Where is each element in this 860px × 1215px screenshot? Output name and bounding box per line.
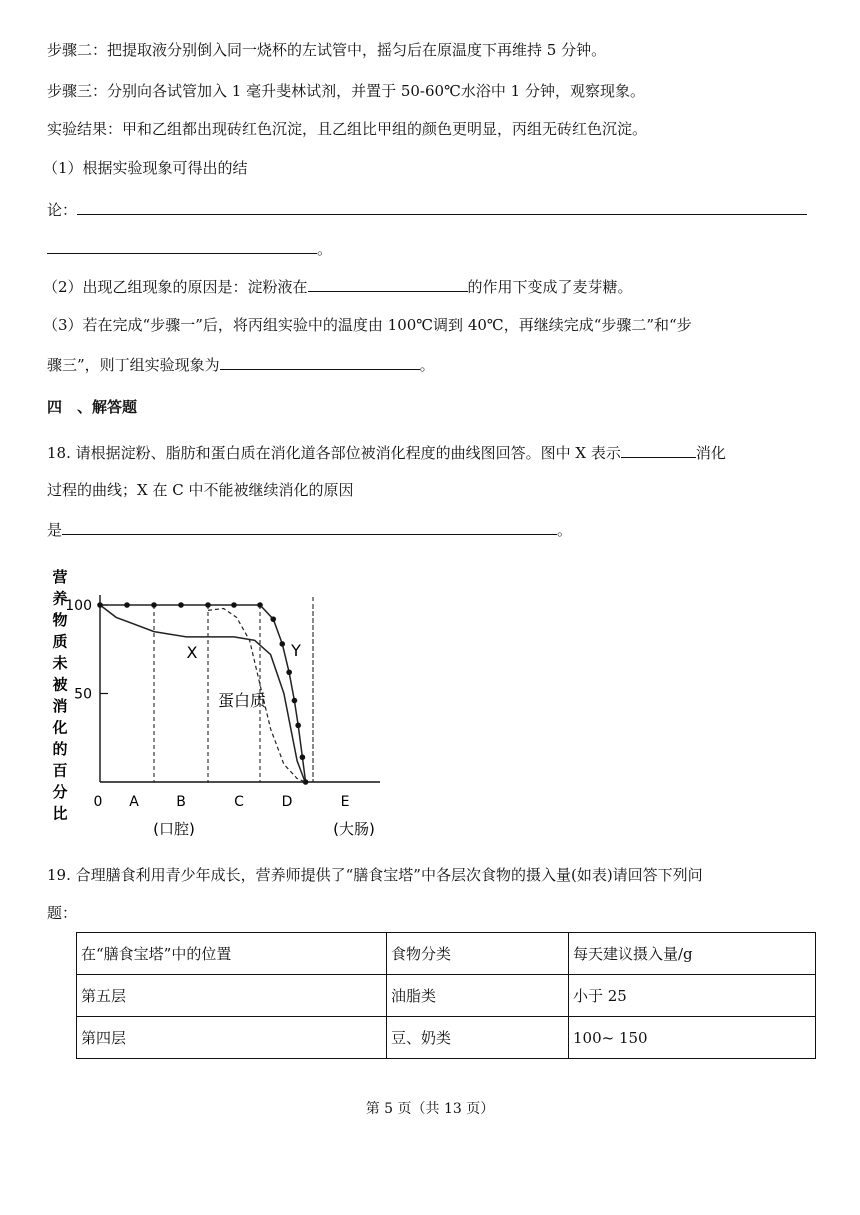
q19-text-b: 题： — [47, 904, 78, 922]
y-axis-label: 营养物质未被消化的百分比 — [52, 568, 68, 823]
series-point — [97, 602, 103, 608]
q3-period: 。 — [419, 356, 435, 374]
table-header-cell: 食物分类 — [387, 933, 569, 975]
q1-text: （1）根据实验现象可得出的结 — [43, 159, 248, 177]
series-point — [151, 602, 157, 608]
q2-text-a: （2）出现乙组现象的原因是：淀粉液在 — [43, 278, 308, 296]
annotation-protein: 蛋白质 — [217, 691, 267, 710]
series-point — [124, 602, 130, 608]
x-tick-label: E — [340, 794, 350, 810]
x-tick-label: B — [176, 794, 186, 810]
q18-line1 — [47, 441, 726, 463]
section-heading: 四 、解答题 — [47, 398, 138, 416]
series-point — [286, 669, 292, 675]
table-row — [77, 1017, 816, 1059]
series-point — [231, 602, 237, 608]
y-tick-label: 100 — [65, 598, 92, 614]
step2-text: 步骤二：把提取液分别倒入同一烧杯的左试管中，摇匀后在原温度下再维持 5 分钟。 — [47, 41, 607, 59]
series-point — [295, 723, 301, 729]
q18-text-a: 18. 请根据淀粉、脂肪和蛋白质在消化道各部位被消化程度的曲线图回答。图中 X 表示 — [47, 444, 621, 462]
x-note-large-intestine: (大肠) — [333, 820, 375, 838]
series-line-solid — [100, 605, 305, 782]
digestion-chart — [40, 560, 400, 845]
x-tick-label: A — [129, 794, 139, 810]
q2-answer-blank[interactable] — [308, 275, 468, 292]
q1-line2 — [47, 237, 332, 259]
q18-text-c: 是 — [47, 521, 63, 539]
q19-text: 19. 合理膳食利用青少年成长，营养师提供了“膳食宝塔”中各层次食物的摄入量(如表)请回答下列问 — [47, 866, 703, 884]
q18-period: 。 — [557, 521, 573, 539]
table-cell: 第四层 — [77, 1017, 387, 1059]
series-point — [257, 602, 263, 608]
series-point — [270, 616, 276, 622]
table-header-row — [77, 933, 816, 975]
series-point — [300, 754, 306, 760]
x-tick-label: D — [281, 794, 293, 810]
q2-text-b: 的作用下变成了麦芽糖。 — [467, 278, 633, 296]
q3-answer-blank[interactable] — [220, 353, 420, 370]
q18-answer-blank-1[interactable] — [621, 441, 696, 458]
q3-line2 — [47, 353, 435, 375]
food-table — [76, 932, 816, 1059]
q1-period: 。 — [317, 240, 333, 258]
q18-answer-blank-2[interactable] — [62, 518, 557, 535]
table-header-cell: 每天建议摄入量/g — [569, 933, 816, 975]
x-note-mouth: (口腔) — [153, 820, 195, 838]
table-cell: 100~ 150 — [569, 1017, 816, 1059]
series-point — [178, 602, 184, 608]
q18-text-b: 过程的曲线；X 在 C 中不能被继续消化的原因 — [47, 481, 354, 499]
q3-text: （3）若在完成“步骤一”后，将丙组实验中的温度由 100℃调到 40℃，再继续完成“步骤二”和“步 — [43, 316, 692, 334]
q1-answer-blank[interactable] — [77, 198, 807, 215]
series-point — [292, 698, 298, 704]
table-row — [77, 975, 816, 1017]
y-tick-label: 50 — [74, 686, 92, 703]
table-cell: 第五层 — [77, 975, 387, 1017]
q2-line — [43, 275, 633, 297]
step3-text: 步骤三：分别向各试管加入 1 毫升斐林试剂，并置于 50-60℃水浴中 1 分钟，观察现象。 — [47, 82, 645, 100]
q1-label: 论： — [47, 201, 78, 219]
table-cell: 油脂类 — [387, 975, 569, 1017]
x-tick-label: C — [234, 794, 244, 810]
table-header-cell: 在“膳食宝塔”中的位置 — [77, 933, 387, 975]
table-cell: 小于 25 — [569, 975, 816, 1017]
table-cell: 豆、奶类 — [387, 1017, 569, 1059]
q1-line — [47, 198, 807, 220]
q18-line3 — [47, 518, 572, 540]
annotation-y: Y — [291, 641, 301, 660]
q18-text-a2: 消化 — [695, 444, 726, 462]
series-point — [279, 641, 285, 647]
x-tick-label: 0 — [93, 794, 103, 810]
series-line-dotted-markers — [100, 605, 306, 782]
q1-answer-blank-2[interactable] — [47, 237, 317, 254]
page-footer: 第 5 页（共 13 页） — [365, 1101, 495, 1117]
series-point — [205, 602, 211, 608]
q3-text-b: 骤三”，则丁组实验现象为 — [47, 356, 220, 374]
result-text: 实验结果：甲和乙组都出现砖红色沉淀，且乙组比甲组的颜色更明显，丙组无砖红色沉淀。 — [47, 120, 648, 138]
annotation-x: X — [186, 643, 198, 662]
